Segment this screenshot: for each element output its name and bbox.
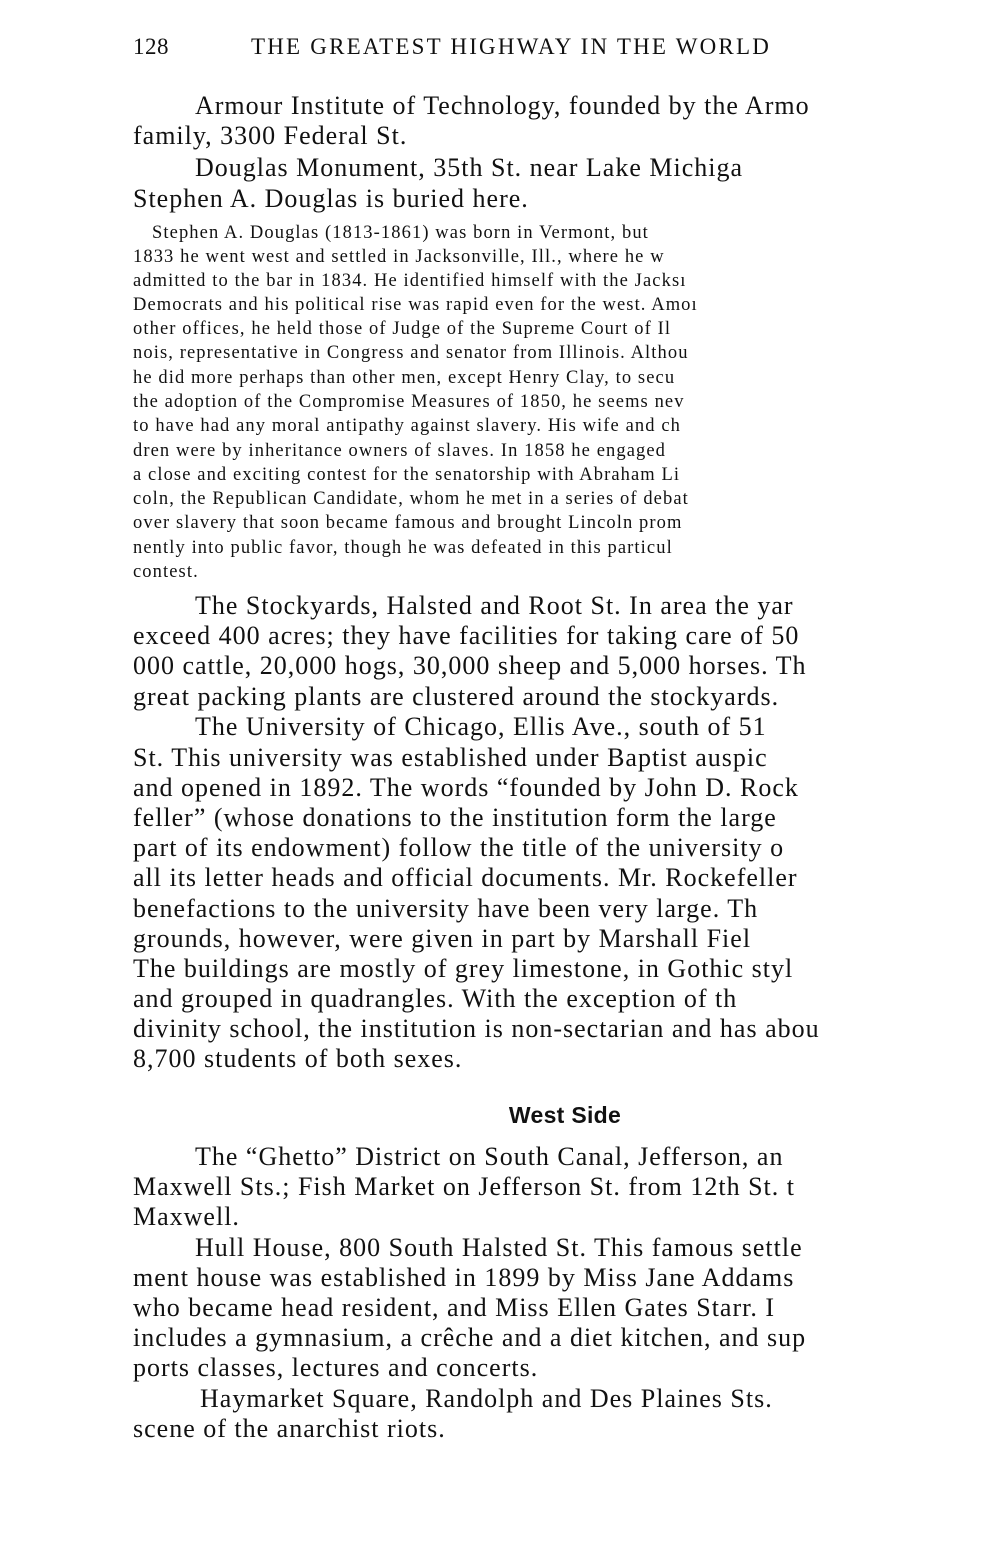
text-line: includes a gymnasium, a crêche and a diet kitchen, and sup [133, 1323, 807, 1352]
text-line: The buildings are mostly of grey limestone, in Gothic styl [133, 954, 794, 983]
text-line: coln, the Republican Candidate, whom he met in a series of debat [133, 489, 689, 509]
text-line: 000 cattle, 20,000 hogs, 30,000 sheep and 5,000 horses. Th [133, 651, 807, 680]
text-line: part of its endowment) follow the title of the university o [133, 833, 785, 862]
text-line: and opened in 1892. The words “founded by John D. Rock [133, 773, 799, 802]
text-line: the adoption of the Compromise Measures of 1850, he seems nev [133, 392, 685, 412]
text-line: ment house was established in 1899 by Miss Jane Addams [133, 1263, 795, 1292]
text-line: he did more perhaps than other men, except Henry Clay, to secu [133, 368, 676, 388]
text-line: 1833 he went west and settled in Jacksonville, Ill., where he w [133, 247, 665, 267]
text-line: to have had any moral antipathy against slavery. His wife and ch [133, 416, 681, 436]
text-line: a close and exciting contest for the senatorship with Abraham Li [133, 465, 681, 485]
text-line: The “Ghetto” District on South Canal, Jefferson, an [195, 1142, 784, 1171]
text-line: St. This university was established under Baptist auspic [133, 743, 768, 772]
text-line: all its letter heads and official documents. Mr. Rockefeller [133, 863, 798, 892]
text-line: scene of the anarchist riots. [133, 1414, 446, 1443]
running-head-title: THE GREATEST HIGHWAY IN THE WORLD [251, 34, 772, 59]
page-number: 128 [133, 34, 169, 59]
text-line: 8,700 students of both sexes. [133, 1044, 463, 1073]
section-heading-west-side: West Side [508, 1102, 622, 1128]
text-line: dren were by inheritance owners of slaves. In 1858 he engaged [133, 441, 667, 461]
text-line: Douglas Monument, 35th St. near Lake Michiga [195, 153, 744, 182]
text-line: family, 3300 Federal St. [133, 121, 408, 150]
text-line: grounds, however, were given in part by Marshall Fiel [133, 924, 752, 953]
text-line: who became head resident, and Miss Ellen Gates Starr. I [133, 1293, 775, 1322]
text-line: Haymarket Square, Randolph and Des Plaines Sts. [200, 1384, 773, 1413]
text-line: contest. [133, 562, 199, 582]
text-line: and grouped in quadrangles. With the exception of th [133, 984, 738, 1013]
text-line: nois, representative in Congress and senator from Illinois. Althou [133, 343, 689, 363]
text-line: Armour Institute of Technology, founded by the Armo [195, 91, 810, 120]
text-line: Democrats and his political rise was rapid even for the west. Amoı [133, 295, 698, 315]
text-line: Stephen A. Douglas is buried here. [133, 184, 529, 213]
text-line: nently into public favor, though he was defeated in this particul [133, 538, 673, 558]
text-line: divinity school, the institution is non-sectarian and has abou [133, 1014, 820, 1043]
text-line: benefactions to the university have been very large. Th [133, 894, 759, 923]
text-line: ports classes, lectures and concerts. [133, 1353, 539, 1382]
text-line: The University of Chicago, Ellis Ave., south of 51 [195, 712, 767, 741]
text-line: over slavery that soon became famous and brought Lincoln prom [133, 513, 683, 533]
text-line: Stephen A. Douglas (1813-1861) was born in Vermont, but [152, 223, 649, 243]
running-head [133, 34, 873, 64]
text-line: Maxwell. [133, 1202, 240, 1231]
text-line: Hull House, 800 South Halsted St. This famous settle [195, 1233, 803, 1262]
text-line: exceed 400 acres; they have facilities for taking care of 50 [133, 621, 800, 650]
text-line: other offices, he held those of Judge of the Supreme Court of Il [133, 319, 672, 339]
text-line: The Stockyards, Halsted and Root St. In area the yar [195, 591, 794, 620]
text-line: great packing plants are clustered around the stockyards. [133, 682, 780, 711]
text-line: admitted to the bar in 1834. He identified himself with the Jacksı [133, 271, 687, 291]
text-line: feller” (whose donations to the institution form the large [133, 803, 777, 832]
text-line: Maxwell Sts.; Fish Market on Jefferson St. from 12th St. t [133, 1172, 796, 1201]
